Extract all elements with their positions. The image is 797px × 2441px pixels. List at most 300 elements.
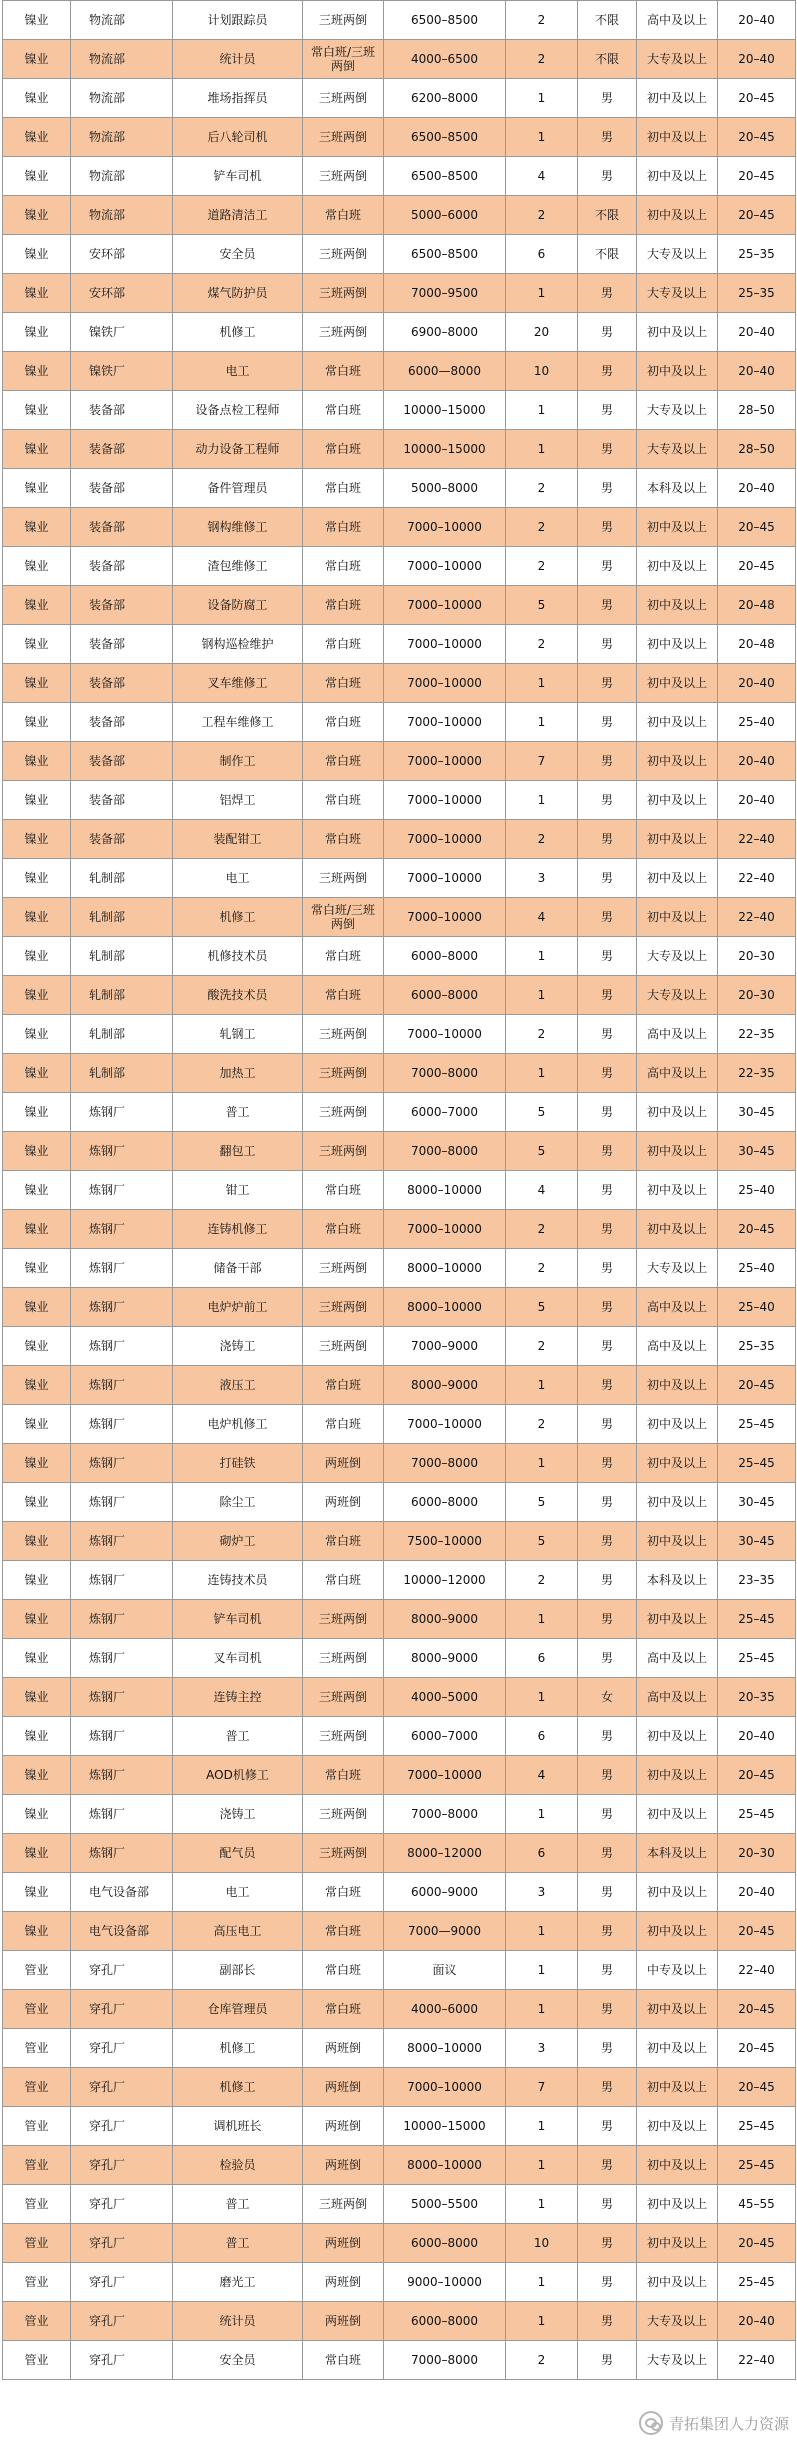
cell-shift: 常白班 — [303, 1873, 384, 1912]
table-row — [3, 2302, 796, 2341]
cell-division: 炼钢厂 — [71, 1678, 173, 1717]
cell-gender: 男 — [578, 1366, 637, 1405]
table-row — [3, 235, 796, 274]
cell-education: 高中及以上 — [637, 1678, 718, 1717]
cell-gender: 男 — [578, 2341, 637, 2380]
cell-education: 初中及以上 — [637, 1171, 718, 1210]
cell-age: 30–45 — [718, 1522, 796, 1561]
table-row — [3, 1990, 796, 2029]
cell-position: 普工 — [173, 2185, 303, 2224]
cell-shift: 三班两倒 — [303, 157, 384, 196]
cell-division: 炼钢厂 — [71, 1561, 173, 1600]
cell-salary: 10000–15000 — [384, 2107, 506, 2146]
cell-headcount: 4 — [506, 898, 578, 937]
cell-division: 炼钢厂 — [71, 1210, 173, 1249]
cell-position: 渣包维修工 — [173, 547, 303, 586]
cell-gender: 男 — [578, 2146, 637, 2185]
cell-age: 20–45 — [718, 508, 796, 547]
table-row — [3, 1522, 796, 1561]
cell-company: 镍业 — [3, 1522, 71, 1561]
cell-position: 仓库管理员 — [173, 1990, 303, 2029]
cell-education: 初中及以上 — [637, 586, 718, 625]
cell-education: 初中及以上 — [637, 79, 718, 118]
table-row — [3, 625, 796, 664]
cell-gender: 男 — [578, 1873, 637, 1912]
cell-shift: 常白班 — [303, 1405, 384, 1444]
cell-age: 20–45 — [718, 1912, 796, 1951]
cell-division: 轧制部 — [71, 898, 173, 937]
cell-education: 初中及以上 — [637, 1600, 718, 1639]
cell-age: 22–35 — [718, 1015, 796, 1054]
cell-division: 炼钢厂 — [71, 1483, 173, 1522]
cell-position: 加热工 — [173, 1054, 303, 1093]
cell-gender: 男 — [578, 1912, 637, 1951]
cell-gender: 男 — [578, 625, 637, 664]
cell-shift: 常白班 — [303, 1171, 384, 1210]
cell-position: 副部长 — [173, 1951, 303, 1990]
watermark — [639, 2411, 789, 2435]
cell-headcount: 2 — [506, 820, 578, 859]
cell-education: 初中及以上 — [637, 2107, 718, 2146]
cell-division: 炼钢厂 — [71, 1249, 173, 1288]
cell-salary: 7000–8000 — [384, 1132, 506, 1171]
table-row — [3, 1444, 796, 1483]
cell-age: 28–50 — [718, 430, 796, 469]
cell-company: 镍业 — [3, 976, 71, 1015]
cell-age: 25–45 — [718, 1639, 796, 1678]
cell-gender: 男 — [578, 118, 637, 157]
cell-education: 初中及以上 — [637, 1756, 718, 1795]
cell-salary: 7000–9500 — [384, 274, 506, 313]
cell-shift: 常白班/三班两倒 — [303, 898, 384, 937]
cell-headcount: 2 — [506, 40, 578, 79]
cell-salary: 7000–10000 — [384, 508, 506, 547]
cell-education: 初中及以上 — [637, 2185, 718, 2224]
cell-shift: 两班倒 — [303, 2224, 384, 2263]
cell-age: 25–35 — [718, 1327, 796, 1366]
cell-gender: 男 — [578, 1561, 637, 1600]
cell-age: 20–45 — [718, 1210, 796, 1249]
table-row — [3, 196, 796, 235]
cell-salary: 6000–8000 — [384, 2224, 506, 2263]
cell-gender: 男 — [578, 2068, 637, 2107]
cell-age: 20–30 — [718, 976, 796, 1015]
cell-position: 轧钢工 — [173, 1015, 303, 1054]
cell-salary: 6500–8500 — [384, 118, 506, 157]
cell-division: 装备部 — [71, 469, 173, 508]
cell-education: 初中及以上 — [637, 859, 718, 898]
cell-age: 20–40 — [718, 40, 796, 79]
cell-company: 镍业 — [3, 157, 71, 196]
table-row — [3, 2185, 796, 2224]
cell-division: 炼钢厂 — [71, 1405, 173, 1444]
cell-position: 配气员 — [173, 1834, 303, 1873]
cell-division: 电气设备部 — [71, 1873, 173, 1912]
cell-shift: 两班倒 — [303, 1483, 384, 1522]
cell-company: 镍业 — [3, 1, 71, 40]
cell-education: 初中及以上 — [637, 781, 718, 820]
table-row — [3, 976, 796, 1015]
cell-division: 轧制部 — [71, 937, 173, 976]
cell-headcount: 7 — [506, 742, 578, 781]
table-row — [3, 1132, 796, 1171]
cell-education: 大专及以上 — [637, 937, 718, 976]
cell-division: 炼钢厂 — [71, 1795, 173, 1834]
cell-position: 普工 — [173, 2224, 303, 2263]
cell-headcount: 1 — [506, 976, 578, 1015]
table-row — [3, 469, 796, 508]
cell-salary: 8000–10000 — [384, 1171, 506, 1210]
cell-gender: 男 — [578, 1600, 637, 1639]
cell-headcount: 4 — [506, 1171, 578, 1210]
cell-gender: 不限 — [578, 40, 637, 79]
cell-shift: 三班两倒 — [303, 2185, 384, 2224]
cell-division: 物流部 — [71, 118, 173, 157]
cell-division: 装备部 — [71, 547, 173, 586]
cell-position: 除尘工 — [173, 1483, 303, 1522]
cell-gender: 男 — [578, 1327, 637, 1366]
cell-education: 高中及以上 — [637, 1054, 718, 1093]
cell-headcount: 1 — [506, 2185, 578, 2224]
cell-age: 22–40 — [718, 898, 796, 937]
table-row — [3, 1756, 796, 1795]
cell-education: 初中及以上 — [637, 2029, 718, 2068]
cell-company: 镍业 — [3, 1171, 71, 1210]
cell-shift: 三班两倒 — [303, 1249, 384, 1288]
cell-position: 机修工 — [173, 313, 303, 352]
cell-company: 镍业 — [3, 430, 71, 469]
cell-salary: 6500–8500 — [384, 157, 506, 196]
cell-company: 镍业 — [3, 703, 71, 742]
cell-age: 20–40 — [718, 2302, 796, 2341]
cell-education: 初中及以上 — [637, 820, 718, 859]
cell-shift: 三班两倒 — [303, 118, 384, 157]
cell-age: 28–50 — [718, 391, 796, 430]
cell-age: 20–40 — [718, 313, 796, 352]
cell-education: 初中及以上 — [637, 1522, 718, 1561]
cell-division: 穿孔厂 — [71, 2224, 173, 2263]
cell-gender: 男 — [578, 1054, 637, 1093]
cell-headcount: 1 — [506, 1951, 578, 1990]
cell-company: 管业 — [3, 2029, 71, 2068]
cell-education: 大专及以上 — [637, 430, 718, 469]
cell-age: 22–40 — [718, 2341, 796, 2380]
cell-headcount: 1 — [506, 118, 578, 157]
table-row — [3, 781, 796, 820]
cell-division: 安环部 — [71, 274, 173, 313]
table-row — [3, 859, 796, 898]
cell-salary: 4000–6000 — [384, 1990, 506, 2029]
cell-division: 装备部 — [71, 391, 173, 430]
cell-shift: 三班两倒 — [303, 1600, 384, 1639]
cell-headcount: 5 — [506, 586, 578, 625]
cell-headcount: 4 — [506, 1756, 578, 1795]
cell-age: 25–45 — [718, 1405, 796, 1444]
cell-salary: 7000–10000 — [384, 1210, 506, 1249]
cell-position: 叉车司机 — [173, 1639, 303, 1678]
cell-company: 镍业 — [3, 1288, 71, 1327]
cell-gender: 男 — [578, 2029, 637, 2068]
cell-headcount: 2 — [506, 196, 578, 235]
table-row — [3, 2029, 796, 2068]
cell-position: 计划跟踪员 — [173, 1, 303, 40]
cell-salary: 7000–8000 — [384, 1444, 506, 1483]
cell-company: 镍业 — [3, 79, 71, 118]
cell-position: 煤气防护员 — [173, 274, 303, 313]
cell-salary: 6000—8000 — [384, 352, 506, 391]
cell-division: 炼钢厂 — [71, 1444, 173, 1483]
cell-salary: 7000–8000 — [384, 1054, 506, 1093]
cell-salary: 7000–8000 — [384, 1795, 506, 1834]
cell-salary: 6000–7000 — [384, 1717, 506, 1756]
cell-headcount: 7 — [506, 2068, 578, 2107]
cell-education: 初中及以上 — [637, 118, 718, 157]
cell-age: 20–45 — [718, 2029, 796, 2068]
cell-education: 初中及以上 — [637, 1483, 718, 1522]
cell-company: 管业 — [3, 2146, 71, 2185]
cell-salary: 7000–10000 — [384, 625, 506, 664]
cell-salary: 7500–10000 — [384, 1522, 506, 1561]
cell-gender: 男 — [578, 664, 637, 703]
table-row — [3, 2341, 796, 2380]
cell-division: 穿孔厂 — [71, 2029, 173, 2068]
cell-company: 镍业 — [3, 235, 71, 274]
cell-salary: 7000–9000 — [384, 1327, 506, 1366]
cell-gender: 男 — [578, 2302, 637, 2341]
cell-company: 镍业 — [3, 1483, 71, 1522]
cell-division: 炼钢厂 — [71, 1522, 173, 1561]
cell-education: 初中及以上 — [637, 508, 718, 547]
cell-salary: 7000–10000 — [384, 781, 506, 820]
cell-headcount: 3 — [506, 2029, 578, 2068]
cell-headcount: 5 — [506, 1132, 578, 1171]
cell-shift: 常白班 — [303, 820, 384, 859]
cell-headcount: 1 — [506, 937, 578, 976]
cell-position: 机修工 — [173, 2029, 303, 2068]
cell-gender: 男 — [578, 352, 637, 391]
cell-shift: 常白班 — [303, 547, 384, 586]
cell-headcount: 1 — [506, 430, 578, 469]
cell-education: 初中及以上 — [637, 1093, 718, 1132]
cell-shift: 常白班 — [303, 703, 384, 742]
cell-education: 本科及以上 — [637, 469, 718, 508]
cell-education: 初中及以上 — [637, 898, 718, 937]
cell-division: 装备部 — [71, 508, 173, 547]
cell-shift: 常白班 — [303, 1522, 384, 1561]
cell-education: 大专及以上 — [637, 40, 718, 79]
table-row — [3, 1288, 796, 1327]
cell-education: 初中及以上 — [637, 1366, 718, 1405]
cell-education: 本科及以上 — [637, 1834, 718, 1873]
cell-salary: 7000–10000 — [384, 1405, 506, 1444]
cell-position: 电炉炉前工 — [173, 1288, 303, 1327]
cell-shift: 常白班 — [303, 196, 384, 235]
cell-gender: 男 — [578, 274, 637, 313]
cell-salary: 5000–5500 — [384, 2185, 506, 2224]
cell-shift: 常白班 — [303, 352, 384, 391]
table-row — [3, 1249, 796, 1288]
cell-headcount: 5 — [506, 1093, 578, 1132]
cell-shift: 常白班 — [303, 508, 384, 547]
job-listing-table — [2, 0, 796, 2380]
cell-education: 大专及以上 — [637, 2302, 718, 2341]
cell-education: 高中及以上 — [637, 1327, 718, 1366]
cell-division: 轧制部 — [71, 976, 173, 1015]
cell-shift: 常白班 — [303, 2341, 384, 2380]
cell-division: 物流部 — [71, 196, 173, 235]
cell-division: 炼钢厂 — [71, 1834, 173, 1873]
cell-position: 钳工 — [173, 1171, 303, 1210]
cell-company: 镍业 — [3, 820, 71, 859]
cell-age: 20–45 — [718, 1366, 796, 1405]
cell-position: 打硅铁 — [173, 1444, 303, 1483]
cell-company: 镍业 — [3, 352, 71, 391]
cell-education: 初中及以上 — [637, 664, 718, 703]
cell-gender: 男 — [578, 1288, 637, 1327]
cell-position: 电工 — [173, 1873, 303, 1912]
cell-age: 20–40 — [718, 1717, 796, 1756]
cell-headcount: 5 — [506, 1288, 578, 1327]
cell-position: 浇铸工 — [173, 1327, 303, 1366]
cell-shift: 三班两倒 — [303, 79, 384, 118]
cell-salary: 7000–10000 — [384, 820, 506, 859]
table-row — [3, 1795, 796, 1834]
cell-education: 初中及以上 — [637, 625, 718, 664]
cell-shift: 常白班 — [303, 586, 384, 625]
cell-company: 管业 — [3, 2302, 71, 2341]
cell-salary: 4000–5000 — [384, 1678, 506, 1717]
cell-salary: 7000–10000 — [384, 859, 506, 898]
cell-position: 装配钳工 — [173, 820, 303, 859]
cell-salary: 6900–8000 — [384, 313, 506, 352]
cell-shift: 常白班 — [303, 937, 384, 976]
cell-shift: 两班倒 — [303, 2302, 384, 2341]
table-row — [3, 274, 796, 313]
cell-shift: 三班两倒 — [303, 1132, 384, 1171]
cell-age: 25–45 — [718, 1600, 796, 1639]
cell-division: 物流部 — [71, 40, 173, 79]
cell-age: 20–45 — [718, 196, 796, 235]
cell-division: 穿孔厂 — [71, 2185, 173, 2224]
table-row — [3, 1210, 796, 1249]
cell-headcount: 1 — [506, 1366, 578, 1405]
cell-age: 22–40 — [718, 820, 796, 859]
table-row — [3, 352, 796, 391]
cell-position: 铝焊工 — [173, 781, 303, 820]
cell-company: 镍业 — [3, 1756, 71, 1795]
cell-company: 管业 — [3, 2224, 71, 2263]
cell-headcount: 5 — [506, 1522, 578, 1561]
cell-gender: 男 — [578, 1132, 637, 1171]
table-row — [3, 1600, 796, 1639]
cell-age: 25–40 — [718, 1288, 796, 1327]
table-row — [3, 313, 796, 352]
cell-headcount: 1 — [506, 1600, 578, 1639]
cell-company: 镍业 — [3, 391, 71, 430]
cell-shift: 三班两倒 — [303, 859, 384, 898]
cell-salary: 6500–8500 — [384, 1, 506, 40]
cell-company: 镍业 — [3, 859, 71, 898]
cell-education: 初中及以上 — [637, 1210, 718, 1249]
cell-position: 安全员 — [173, 235, 303, 274]
cell-headcount: 3 — [506, 1873, 578, 1912]
table-row — [3, 1054, 796, 1093]
cell-shift: 常白班 — [303, 664, 384, 703]
cell-company: 镍业 — [3, 1444, 71, 1483]
cell-shift: 三班两倒 — [303, 1, 384, 40]
table-row — [3, 2107, 796, 2146]
cell-position: 铲车司机 — [173, 157, 303, 196]
cell-gender: 男 — [578, 1522, 637, 1561]
cell-education: 大专及以上 — [637, 1249, 718, 1288]
cell-division: 轧制部 — [71, 1054, 173, 1093]
cell-company: 镍业 — [3, 1093, 71, 1132]
cell-education: 初中及以上 — [637, 1717, 718, 1756]
cell-salary: 8000–10000 — [384, 1288, 506, 1327]
cell-headcount: 1 — [506, 703, 578, 742]
cell-salary: 7000–8000 — [384, 2341, 506, 2380]
cell-division: 炼钢厂 — [71, 1639, 173, 1678]
cell-company: 镍业 — [3, 1366, 71, 1405]
cell-headcount: 1 — [506, 1444, 578, 1483]
cell-headcount: 1 — [506, 2263, 578, 2302]
cell-age: 20–40 — [718, 742, 796, 781]
cell-gender: 男 — [578, 1639, 637, 1678]
cell-gender: 男 — [578, 2107, 637, 2146]
cell-headcount: 2 — [506, 1210, 578, 1249]
cell-gender: 男 — [578, 2185, 637, 2224]
cell-age: 45–55 — [718, 2185, 796, 2224]
cell-shift: 常白班 — [303, 1366, 384, 1405]
cell-shift: 三班两倒 — [303, 1717, 384, 1756]
cell-salary: 8000–9000 — [384, 1366, 506, 1405]
cell-salary: 7000–10000 — [384, 742, 506, 781]
cell-position: 铲车司机 — [173, 1600, 303, 1639]
cell-headcount: 6 — [506, 1834, 578, 1873]
cell-company: 镍业 — [3, 1405, 71, 1444]
cell-company: 管业 — [3, 2107, 71, 2146]
cell-education: 中专及以上 — [637, 1951, 718, 1990]
cell-salary: 7000–10000 — [384, 2068, 506, 2107]
cell-shift: 常白班/三班两倒 — [303, 40, 384, 79]
cell-education: 高中及以上 — [637, 1639, 718, 1678]
cell-gender: 男 — [578, 937, 637, 976]
cell-shift: 两班倒 — [303, 1444, 384, 1483]
cell-company: 镍业 — [3, 118, 71, 157]
cell-gender: 不限 — [578, 235, 637, 274]
table-row — [3, 1834, 796, 1873]
cell-company: 管业 — [3, 1990, 71, 2029]
cell-gender: 男 — [578, 898, 637, 937]
cell-headcount: 2 — [506, 1405, 578, 1444]
cell-age: 20–40 — [718, 1, 796, 40]
cell-shift: 常白班 — [303, 1210, 384, 1249]
cell-headcount: 2 — [506, 1561, 578, 1600]
cell-age: 20–45 — [718, 79, 796, 118]
cell-company: 镍业 — [3, 1132, 71, 1171]
cell-headcount: 10 — [506, 352, 578, 391]
cell-gender: 男 — [578, 1990, 637, 2029]
cell-headcount: 1 — [506, 2107, 578, 2146]
cell-salary: 10000–15000 — [384, 430, 506, 469]
cell-headcount: 1 — [506, 391, 578, 430]
cell-division: 穿孔厂 — [71, 2146, 173, 2185]
cell-age: 22–40 — [718, 1951, 796, 1990]
cell-education: 大专及以上 — [637, 976, 718, 1015]
cell-division: 炼钢厂 — [71, 1093, 173, 1132]
cell-headcount: 1 — [506, 1054, 578, 1093]
cell-division: 穿孔厂 — [71, 1951, 173, 1990]
